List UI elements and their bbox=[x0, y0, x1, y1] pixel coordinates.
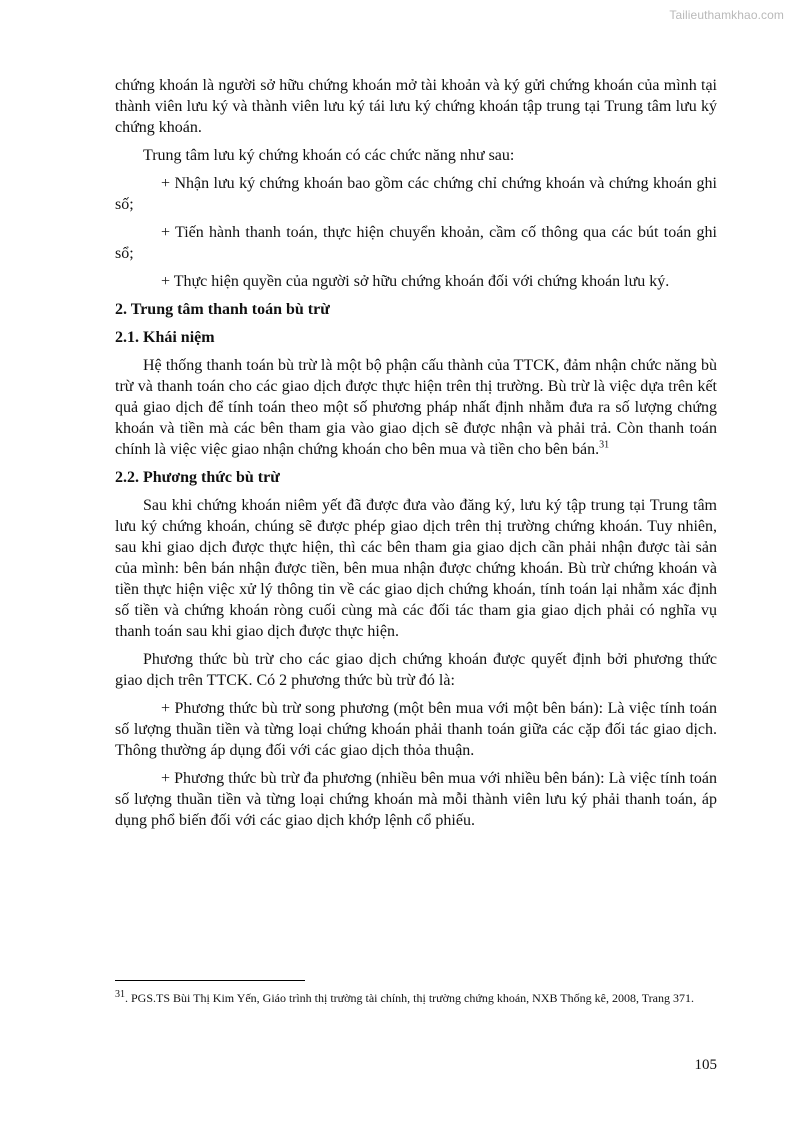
paragraph: chứng khoán là người sở hữu chứng khoán mở tài khoản và ký gửi chứng khoán của mình tại thành viên lưu ký và thành viên lưu ký tái lưu ký chứng khoán tập trung tại Trung tâm lưu ký chứng khoán. bbox=[115, 77, 717, 136]
list-item: + Nhận lưu ký chứng khoán bao gồm các chứng chỉ chứng khoán và chứng khoán ghi số; bbox=[115, 175, 717, 213]
document-body bbox=[115, 75, 717, 838]
footnote-divider bbox=[115, 980, 305, 981]
subsection-heading: 2.2. Phương thức bù trừ bbox=[115, 469, 280, 486]
page-number: 105 bbox=[694, 1057, 717, 1073]
list-item: + Tiến hành thanh toán, thực hiện chuyển khoản, cầm cố thông qua các bút toán ghi sổ; bbox=[115, 224, 717, 262]
section-heading: 2. Trung tâm thanh toán bù trừ bbox=[115, 301, 330, 318]
paragraph bbox=[115, 355, 717, 460]
list-item: + Phương thức bù trừ đa phương (nhiều bên mua với nhiều bên bán): Là việc tính toán số lượng thuần tiền và từng loại chứng khoán mà mỗi thành viên lưu ký phải thanh toán, áp dụng phổ biến đối với các giao dịch khớp lệnh cổ phiếu. bbox=[115, 770, 717, 829]
paragraph: Phương thức bù trừ cho các giao dịch chứng khoán được quyết định bởi phương thức giao dịch trên TTCK. Có 2 phương thức bù trừ đó là: bbox=[115, 651, 717, 689]
paragraph-text: Hệ thống thanh toán bù trừ là một bộ phận cấu thành của TTCK, đảm nhận chức năng bù trừ và thanh toán cho các giao dịch được thực hiện trên thị trường. Bù trừ là việc dựa trên kết quả giao dịch để tính toán theo một số phương pháp nhất định nhằm đưa ra số lượng chứng khoán và tiền mà các bên tham gia vào giao dịch sẽ được nhận và phải trả. Còn thanh toán chính là việc việc giao nhận chứng khoán cho bên mua và tiền cho bên bán. bbox=[115, 357, 717, 458]
paragraph: Trung tâm lưu ký chứng khoán có các chức năng như sau: bbox=[143, 147, 515, 164]
subsection-heading: 2.1. Khái niệm bbox=[115, 329, 215, 346]
list-item: + Thực hiện quyền của người sở hữu chứng khoán đối với chứng khoán lưu ký. bbox=[161, 273, 670, 290]
paragraph: Sau khi chứng khoán niêm yết đã được đưa vào đăng ký, lưu ký tập trung tại Trung tâm lưu ký chứng khoán, chúng sẽ được phép giao dịch trên thị trường chứng khoán. Tuy nhiên, sau khi giao dịch được thực hiện, thì các bên tham gia giao dịch cần phải nhận được tài sản của mình: bên bán nhận được tiền, bên mua nhận được chứng khoán. Bù trừ chứng khoán và tiền thực hiện việc xử lý thông tin về các giao dịch chứng khoán, tính toán lại nhằm xác định số tiền và chứng khoán ròng cuối cùng mà các đối tác tham gia giao dịch phải có nghĩa vụ thanh toán sau khi giao dịch được thực hiện. bbox=[115, 497, 717, 640]
watermark-text: Tailieuthamkhao.com bbox=[669, 8, 784, 22]
list-item: + Phương thức bù trừ song phương (một bên mua với một bên bán): Là việc tính toán số lượng thuần tiền và từng loại chứng khoán phải thanh toán giữa các cặp đối tác giao dịch. Thông thường áp dụng đối với các giao dịch thỏa thuận. bbox=[115, 700, 717, 759]
footnote-reference[interactable]: 31 bbox=[599, 439, 610, 451]
footnote bbox=[115, 989, 717, 1007]
footnote-number: 31 bbox=[115, 989, 125, 1000]
footnote-text: . PGS.TS Bùi Thị Kim Yến, Giáo trình thị trường tài chính, thị trường chứng khoán, NXB Thống kê, 2008, Trang 371. bbox=[125, 991, 694, 1005]
